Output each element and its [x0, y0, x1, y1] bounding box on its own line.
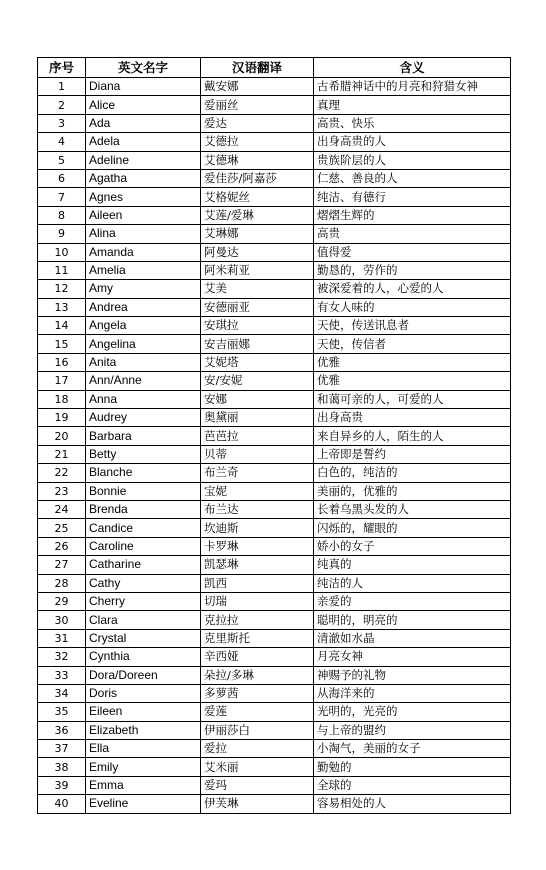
cell-meaning: 神赐予的礼物: [314, 666, 511, 684]
header-index: 序号: [38, 58, 86, 78]
cell-meaning: 天使，传信者: [314, 335, 511, 353]
cell-meaning: 纯洁的人: [314, 574, 511, 592]
cell-chinese-translation: 凯西: [201, 574, 314, 592]
cell-chinese-translation: 布兰达: [201, 500, 314, 518]
cell-chinese-translation: 伊丽莎白: [201, 721, 314, 739]
cell-meaning: 从海洋来的: [314, 684, 511, 702]
header-meaning: 含义: [314, 58, 511, 78]
cell-index: 19: [38, 409, 86, 427]
cell-chinese-translation: 贝蒂: [201, 445, 314, 463]
names-table: [37, 57, 511, 814]
cell-chinese-translation: 布兰奇: [201, 464, 314, 482]
cell-meaning: 勤恳的，劳作的: [314, 261, 511, 279]
cell-meaning: 和蔼可亲的人，可爱的人: [314, 390, 511, 408]
cell-chinese-translation: 克拉拉: [201, 611, 314, 629]
cell-english-name: Agatha: [86, 169, 201, 187]
cell-chinese-translation: 爱达: [201, 114, 314, 132]
cell-index: 30: [38, 611, 86, 629]
cell-meaning: 美丽的，优雅的: [314, 482, 511, 500]
cell-english-name: Elizabeth: [86, 721, 201, 739]
table-row: [38, 114, 511, 132]
table-row: [38, 776, 511, 794]
cell-meaning: 优雅: [314, 353, 511, 371]
cell-english-name: Angelina: [86, 335, 201, 353]
table-row: [38, 169, 511, 187]
table-row: [38, 409, 511, 427]
cell-index: 35: [38, 703, 86, 721]
cell-index: 21: [38, 445, 86, 463]
cell-english-name: Alice: [86, 96, 201, 114]
table-row: [38, 666, 511, 684]
table-header-row: [38, 58, 511, 78]
cell-index: 17: [38, 372, 86, 390]
cell-english-name: Diana: [86, 78, 201, 96]
cell-english-name: Amanda: [86, 243, 201, 261]
table-row: [38, 151, 511, 169]
cell-meaning: 贵族阶层的人: [314, 151, 511, 169]
cell-index: 6: [38, 169, 86, 187]
cell-english-name: Ella: [86, 740, 201, 758]
cell-chinese-translation: 艾莲/爱琳: [201, 206, 314, 224]
cell-english-name: Dora/Doreen: [86, 666, 201, 684]
cell-meaning: 来自异乡的人，陌生的人: [314, 427, 511, 445]
cell-english-name: Adeline: [86, 151, 201, 169]
cell-meaning: 出身高贵: [314, 409, 511, 427]
cell-english-name: Alina: [86, 225, 201, 243]
cell-chinese-translation: 辛西娅: [201, 648, 314, 666]
cell-meaning: 高贵、快乐: [314, 114, 511, 132]
cell-meaning: 出身高贵的人: [314, 133, 511, 151]
table-row: [38, 500, 511, 518]
cell-english-name: Aileen: [86, 206, 201, 224]
cell-english-name: Amelia: [86, 261, 201, 279]
cell-index: 8: [38, 206, 86, 224]
table-body: [38, 78, 511, 814]
cell-english-name: Cathy: [86, 574, 201, 592]
cell-english-name: Clara: [86, 611, 201, 629]
cell-meaning: 高贵: [314, 225, 511, 243]
cell-chinese-translation: 凯瑟琳: [201, 556, 314, 574]
cell-meaning: 有女人味的: [314, 298, 511, 316]
cell-index: 36: [38, 721, 86, 739]
cell-english-name: Barbara: [86, 427, 201, 445]
cell-chinese-translation: 爱玛: [201, 776, 314, 794]
cell-english-name: Brenda: [86, 500, 201, 518]
table-row: [38, 353, 511, 371]
cell-english-name: Anita: [86, 353, 201, 371]
cell-meaning: 娇小的女子: [314, 537, 511, 555]
cell-chinese-translation: 安德丽亚: [201, 298, 314, 316]
table-row: [38, 519, 511, 537]
cell-meaning: 长着乌黑头发的人: [314, 500, 511, 518]
cell-meaning: 纯洁、有德行: [314, 188, 511, 206]
cell-meaning: 真理: [314, 96, 511, 114]
cell-chinese-translation: 阿曼达: [201, 243, 314, 261]
table-row: [38, 482, 511, 500]
table-row: [38, 427, 511, 445]
cell-chinese-translation: 艾美: [201, 280, 314, 298]
header-chinese-translation: 汉语翻译: [201, 58, 314, 78]
cell-chinese-translation: 爱拉: [201, 740, 314, 758]
cell-chinese-translation: 艾琳娜: [201, 225, 314, 243]
cell-meaning: 被深爱着的人，心爱的人: [314, 280, 511, 298]
cell-english-name: Ann/Anne: [86, 372, 201, 390]
cell-chinese-translation: 艾米丽: [201, 758, 314, 776]
cell-index: 7: [38, 188, 86, 206]
cell-chinese-translation: 阿米莉亚: [201, 261, 314, 279]
cell-index: 5: [38, 151, 86, 169]
cell-meaning: 清澈如水晶: [314, 629, 511, 647]
cell-meaning: 优雅: [314, 372, 511, 390]
cell-index: 15: [38, 335, 86, 353]
cell-english-name: Cherry: [86, 592, 201, 610]
cell-index: 25: [38, 519, 86, 537]
cell-english-name: Crystal: [86, 629, 201, 647]
cell-english-name: Catharine: [86, 556, 201, 574]
cell-english-name: Emily: [86, 758, 201, 776]
cell-chinese-translation: 安/安妮: [201, 372, 314, 390]
table-row: [38, 188, 511, 206]
cell-index: 31: [38, 629, 86, 647]
cell-meaning: 容易相处的人: [314, 795, 511, 813]
cell-meaning: 与上帝的盟约: [314, 721, 511, 739]
cell-index: 39: [38, 776, 86, 794]
cell-meaning: 闪烁的，耀眼的: [314, 519, 511, 537]
table-row: [38, 225, 511, 243]
cell-index: 29: [38, 592, 86, 610]
cell-meaning: 古希腊神话中的月亮和狩猎女神: [314, 78, 511, 96]
table-row: [38, 261, 511, 279]
cell-chinese-translation: 戴安娜: [201, 78, 314, 96]
cell-chinese-translation: 安琪拉: [201, 317, 314, 335]
cell-meaning: 值得爱: [314, 243, 511, 261]
cell-english-name: Andrea: [86, 298, 201, 316]
cell-english-name: Angela: [86, 317, 201, 335]
cell-meaning: 光明的，光亮的: [314, 703, 511, 721]
cell-index: 1: [38, 78, 86, 96]
cell-index: 10: [38, 243, 86, 261]
table-row: [38, 243, 511, 261]
cell-chinese-translation: 多萝茜: [201, 684, 314, 702]
cell-index: 32: [38, 648, 86, 666]
table-row: [38, 758, 511, 776]
cell-index: 34: [38, 684, 86, 702]
cell-english-name: Blanche: [86, 464, 201, 482]
cell-english-name: Candice: [86, 519, 201, 537]
cell-meaning: 白色的，纯洁的: [314, 464, 511, 482]
cell-chinese-translation: 伊芙琳: [201, 795, 314, 813]
names-table-sheet: [37, 57, 511, 814]
table-row: [38, 556, 511, 574]
cell-index: 23: [38, 482, 86, 500]
cell-english-name: Cynthia: [86, 648, 201, 666]
table-row: [38, 206, 511, 224]
cell-chinese-translation: 艾德拉: [201, 133, 314, 151]
cell-index: 4: [38, 133, 86, 151]
cell-english-name: Betty: [86, 445, 201, 463]
table-row: [38, 390, 511, 408]
cell-index: 16: [38, 353, 86, 371]
table-row: [38, 298, 511, 316]
table-row: [38, 464, 511, 482]
cell-meaning: 聪明的，明亮的: [314, 611, 511, 629]
cell-index: 9: [38, 225, 86, 243]
cell-meaning: 仁慈、善良的人: [314, 169, 511, 187]
cell-meaning: 全球的: [314, 776, 511, 794]
table-row: [38, 78, 511, 96]
cell-index: 14: [38, 317, 86, 335]
table-row: [38, 703, 511, 721]
cell-english-name: Adela: [86, 133, 201, 151]
table-row: [38, 445, 511, 463]
cell-chinese-translation: 爱佳莎/阿嘉莎: [201, 169, 314, 187]
table-row: [38, 629, 511, 647]
table-row: [38, 721, 511, 739]
table-row: [38, 372, 511, 390]
cell-english-name: Emma: [86, 776, 201, 794]
cell-english-name: Doris: [86, 684, 201, 702]
table-row: [38, 611, 511, 629]
cell-english-name: Amy: [86, 280, 201, 298]
header-english-name: 英文名字: [86, 58, 201, 78]
table-row: [38, 574, 511, 592]
cell-index: 3: [38, 114, 86, 132]
cell-english-name: Agnes: [86, 188, 201, 206]
cell-meaning: 小淘气，美丽的女子: [314, 740, 511, 758]
cell-chinese-translation: 卡罗琳: [201, 537, 314, 555]
cell-chinese-translation: 克里斯托: [201, 629, 314, 647]
cell-english-name: Ada: [86, 114, 201, 132]
cell-chinese-translation: 艾德琳: [201, 151, 314, 169]
cell-index: 18: [38, 390, 86, 408]
cell-meaning: 月亮女神: [314, 648, 511, 666]
cell-index: 20: [38, 427, 86, 445]
table-row: [38, 335, 511, 353]
cell-chinese-translation: 宝妮: [201, 482, 314, 500]
table-row: [38, 684, 511, 702]
table-row: [38, 537, 511, 555]
table-row: [38, 133, 511, 151]
cell-english-name: Eileen: [86, 703, 201, 721]
table-row: [38, 648, 511, 666]
table-row: [38, 795, 511, 813]
cell-index: 12: [38, 280, 86, 298]
cell-english-name: Caroline: [86, 537, 201, 555]
cell-chinese-translation: 艾格妮丝: [201, 188, 314, 206]
cell-meaning: 勤勉的: [314, 758, 511, 776]
cell-meaning: 亲爱的: [314, 592, 511, 610]
cell-meaning: 熠熠生辉的: [314, 206, 511, 224]
cell-chinese-translation: 芭芭拉: [201, 427, 314, 445]
cell-index: 11: [38, 261, 86, 279]
cell-chinese-translation: 艾妮塔: [201, 353, 314, 371]
cell-index: 27: [38, 556, 86, 574]
cell-index: 22: [38, 464, 86, 482]
cell-english-name: Audrey: [86, 409, 201, 427]
table-row: [38, 280, 511, 298]
cell-english-name: Eveline: [86, 795, 201, 813]
cell-index: 40: [38, 795, 86, 813]
cell-index: 37: [38, 740, 86, 758]
cell-english-name: Anna: [86, 390, 201, 408]
cell-chinese-translation: 朵拉/多琳: [201, 666, 314, 684]
cell-index: 38: [38, 758, 86, 776]
cell-chinese-translation: 切瑞: [201, 592, 314, 610]
cell-index: 28: [38, 574, 86, 592]
cell-chinese-translation: 安吉丽娜: [201, 335, 314, 353]
cell-index: 33: [38, 666, 86, 684]
table-row: [38, 96, 511, 114]
table-row: [38, 317, 511, 335]
cell-chinese-translation: 坎迪斯: [201, 519, 314, 537]
cell-index: 24: [38, 500, 86, 518]
cell-index: 26: [38, 537, 86, 555]
cell-meaning: 上帝即是誓约: [314, 445, 511, 463]
table-row: [38, 592, 511, 610]
cell-index: 13: [38, 298, 86, 316]
cell-meaning: 天使，传送讯息者: [314, 317, 511, 335]
table-row: [38, 740, 511, 758]
cell-meaning: 纯真的: [314, 556, 511, 574]
cell-index: 2: [38, 96, 86, 114]
cell-chinese-translation: 安娜: [201, 390, 314, 408]
cell-chinese-translation: 爱丽丝: [201, 96, 314, 114]
cell-chinese-translation: 奥黛丽: [201, 409, 314, 427]
cell-english-name: Bonnie: [86, 482, 201, 500]
cell-chinese-translation: 爱莲: [201, 703, 314, 721]
